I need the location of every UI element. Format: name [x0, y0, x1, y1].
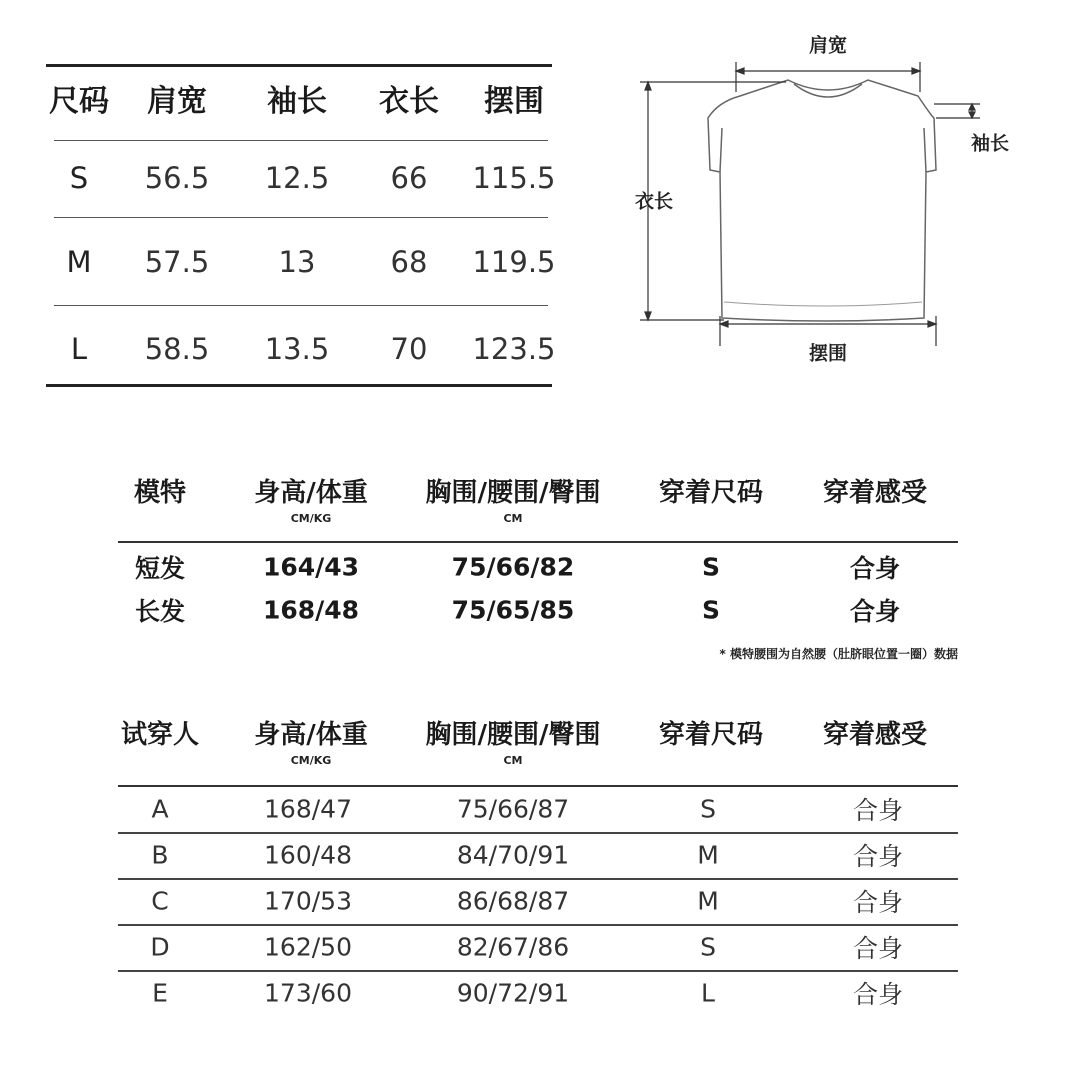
model-note: * 模特腰围为自然腰（肚脐眼位置一圈）数据 [719, 647, 958, 661]
header-height-weight: 身高/体重 [254, 478, 368, 508]
header-sleeve: 袖长 [267, 84, 327, 119]
diagram-label-length: 衣长 [634, 190, 674, 213]
worn-size-cell: S [700, 794, 716, 824]
sleeve-cell: 13.5 [264, 332, 330, 366]
unit-measurements: CM [503, 754, 523, 767]
header-tester: 试穿人 [120, 720, 200, 750]
height-weight-cell: 170/53 [264, 886, 352, 916]
fit-feeling-cell: 合身 [852, 842, 904, 871]
row-divider [54, 140, 548, 141]
shoulder-cell: 57.5 [144, 245, 210, 279]
garment-diagram [600, 20, 1060, 380]
worn-size-cell: M [697, 886, 719, 916]
sleeve-cell: 12.5 [264, 161, 330, 195]
size-cell: M [66, 245, 92, 279]
header-shoulder: 肩宽 [147, 84, 207, 119]
fit-feeling-cell: 合身 [849, 554, 901, 583]
measurements-cell: 75/66/82 [451, 552, 575, 582]
shoulder-cell: 58.5 [144, 332, 210, 366]
unit-measurements: CM [503, 512, 523, 525]
fit-feeling-cell: 合身 [849, 597, 901, 626]
height-weight-cell: 168/47 [264, 794, 352, 824]
tester-cell: C [151, 886, 169, 916]
trial-table [110, 712, 960, 1012]
worn-size-cell: L [701, 978, 715, 1008]
table-top-rule [46, 64, 552, 67]
length-cell: 66 [390, 161, 428, 195]
header-fit-feeling: 穿着感受 [822, 720, 928, 750]
row-divider [54, 305, 548, 306]
length-cell: 68 [390, 245, 428, 279]
measurements-cell: 84/70/91 [456, 840, 570, 870]
header-hem: 摆围 [484, 84, 544, 119]
model-table [110, 470, 960, 640]
row-divider [54, 217, 548, 218]
fit-feeling-cell: 合身 [852, 888, 904, 917]
row-divider [118, 924, 958, 926]
height-weight-cell: 173/60 [264, 978, 352, 1008]
diagram-label-sleeve: 袖长 [970, 132, 1010, 155]
header-worn-size: 穿着尺码 [658, 720, 764, 750]
header-height-weight: 身高/体重 [254, 720, 368, 750]
height-weight-cell: 162/50 [264, 932, 352, 962]
fit-feeling-cell: 合身 [852, 796, 904, 825]
worn-size-cell: M [697, 840, 719, 870]
tester-cell: A [151, 794, 169, 824]
tester-cell: D [150, 932, 170, 962]
measurements-cell: 75/65/85 [451, 595, 575, 625]
fit-feeling-cell: 合身 [852, 934, 904, 963]
diagram-label-hem: 摆围 [808, 342, 848, 365]
row-divider [118, 832, 958, 834]
hem-cell: 115.5 [472, 161, 556, 195]
row-divider [118, 970, 958, 972]
height-weight-cell: 168/48 [262, 595, 360, 625]
header-fit-feeling: 穿着感受 [822, 478, 928, 508]
measurements-cell: 75/66/87 [456, 794, 570, 824]
header-measurements: 胸围/腰围/臀围 [425, 720, 601, 750]
model-name-cell: 短发 [134, 554, 186, 583]
model-name-cell: 长发 [134, 597, 186, 626]
header-rule [118, 541, 958, 543]
worn-size-cell: S [701, 595, 721, 625]
fit-feeling-cell: 合身 [852, 980, 904, 1009]
header-measurements: 胸围/腰围/臀围 [425, 478, 601, 508]
unit-height-weight: CM/KG [290, 754, 332, 767]
unit-height-weight: CM/KG [290, 512, 332, 525]
header-model: 模特 [133, 478, 187, 508]
tester-cell: E [152, 978, 168, 1008]
hem-cell: 119.5 [472, 245, 556, 279]
height-weight-cell: 160/48 [264, 840, 352, 870]
sleeve-cell: 13 [278, 245, 316, 279]
tester-cell: B [151, 840, 169, 870]
length-cell: 70 [390, 332, 428, 366]
measurements-cell: 86/68/87 [456, 886, 570, 916]
size-cell: S [69, 161, 89, 195]
header-length: 衣长 [379, 84, 439, 119]
measurements-cell: 82/67/86 [456, 932, 570, 962]
row-divider [118, 878, 958, 880]
header-worn-size: 穿着尺码 [658, 478, 764, 508]
height-weight-cell: 164/43 [262, 552, 360, 582]
worn-size-cell: S [701, 552, 721, 582]
size-cell: L [70, 332, 88, 366]
header-rule [118, 785, 958, 787]
header-size: 尺码 [49, 84, 109, 119]
measurements-cell: 90/72/91 [456, 978, 570, 1008]
diagram-label-shoulder: 肩宽 [808, 34, 848, 57]
table-bottom-rule [46, 384, 552, 387]
hem-cell: 123.5 [472, 332, 556, 366]
shoulder-cell: 56.5 [144, 161, 210, 195]
worn-size-cell: S [700, 932, 716, 962]
